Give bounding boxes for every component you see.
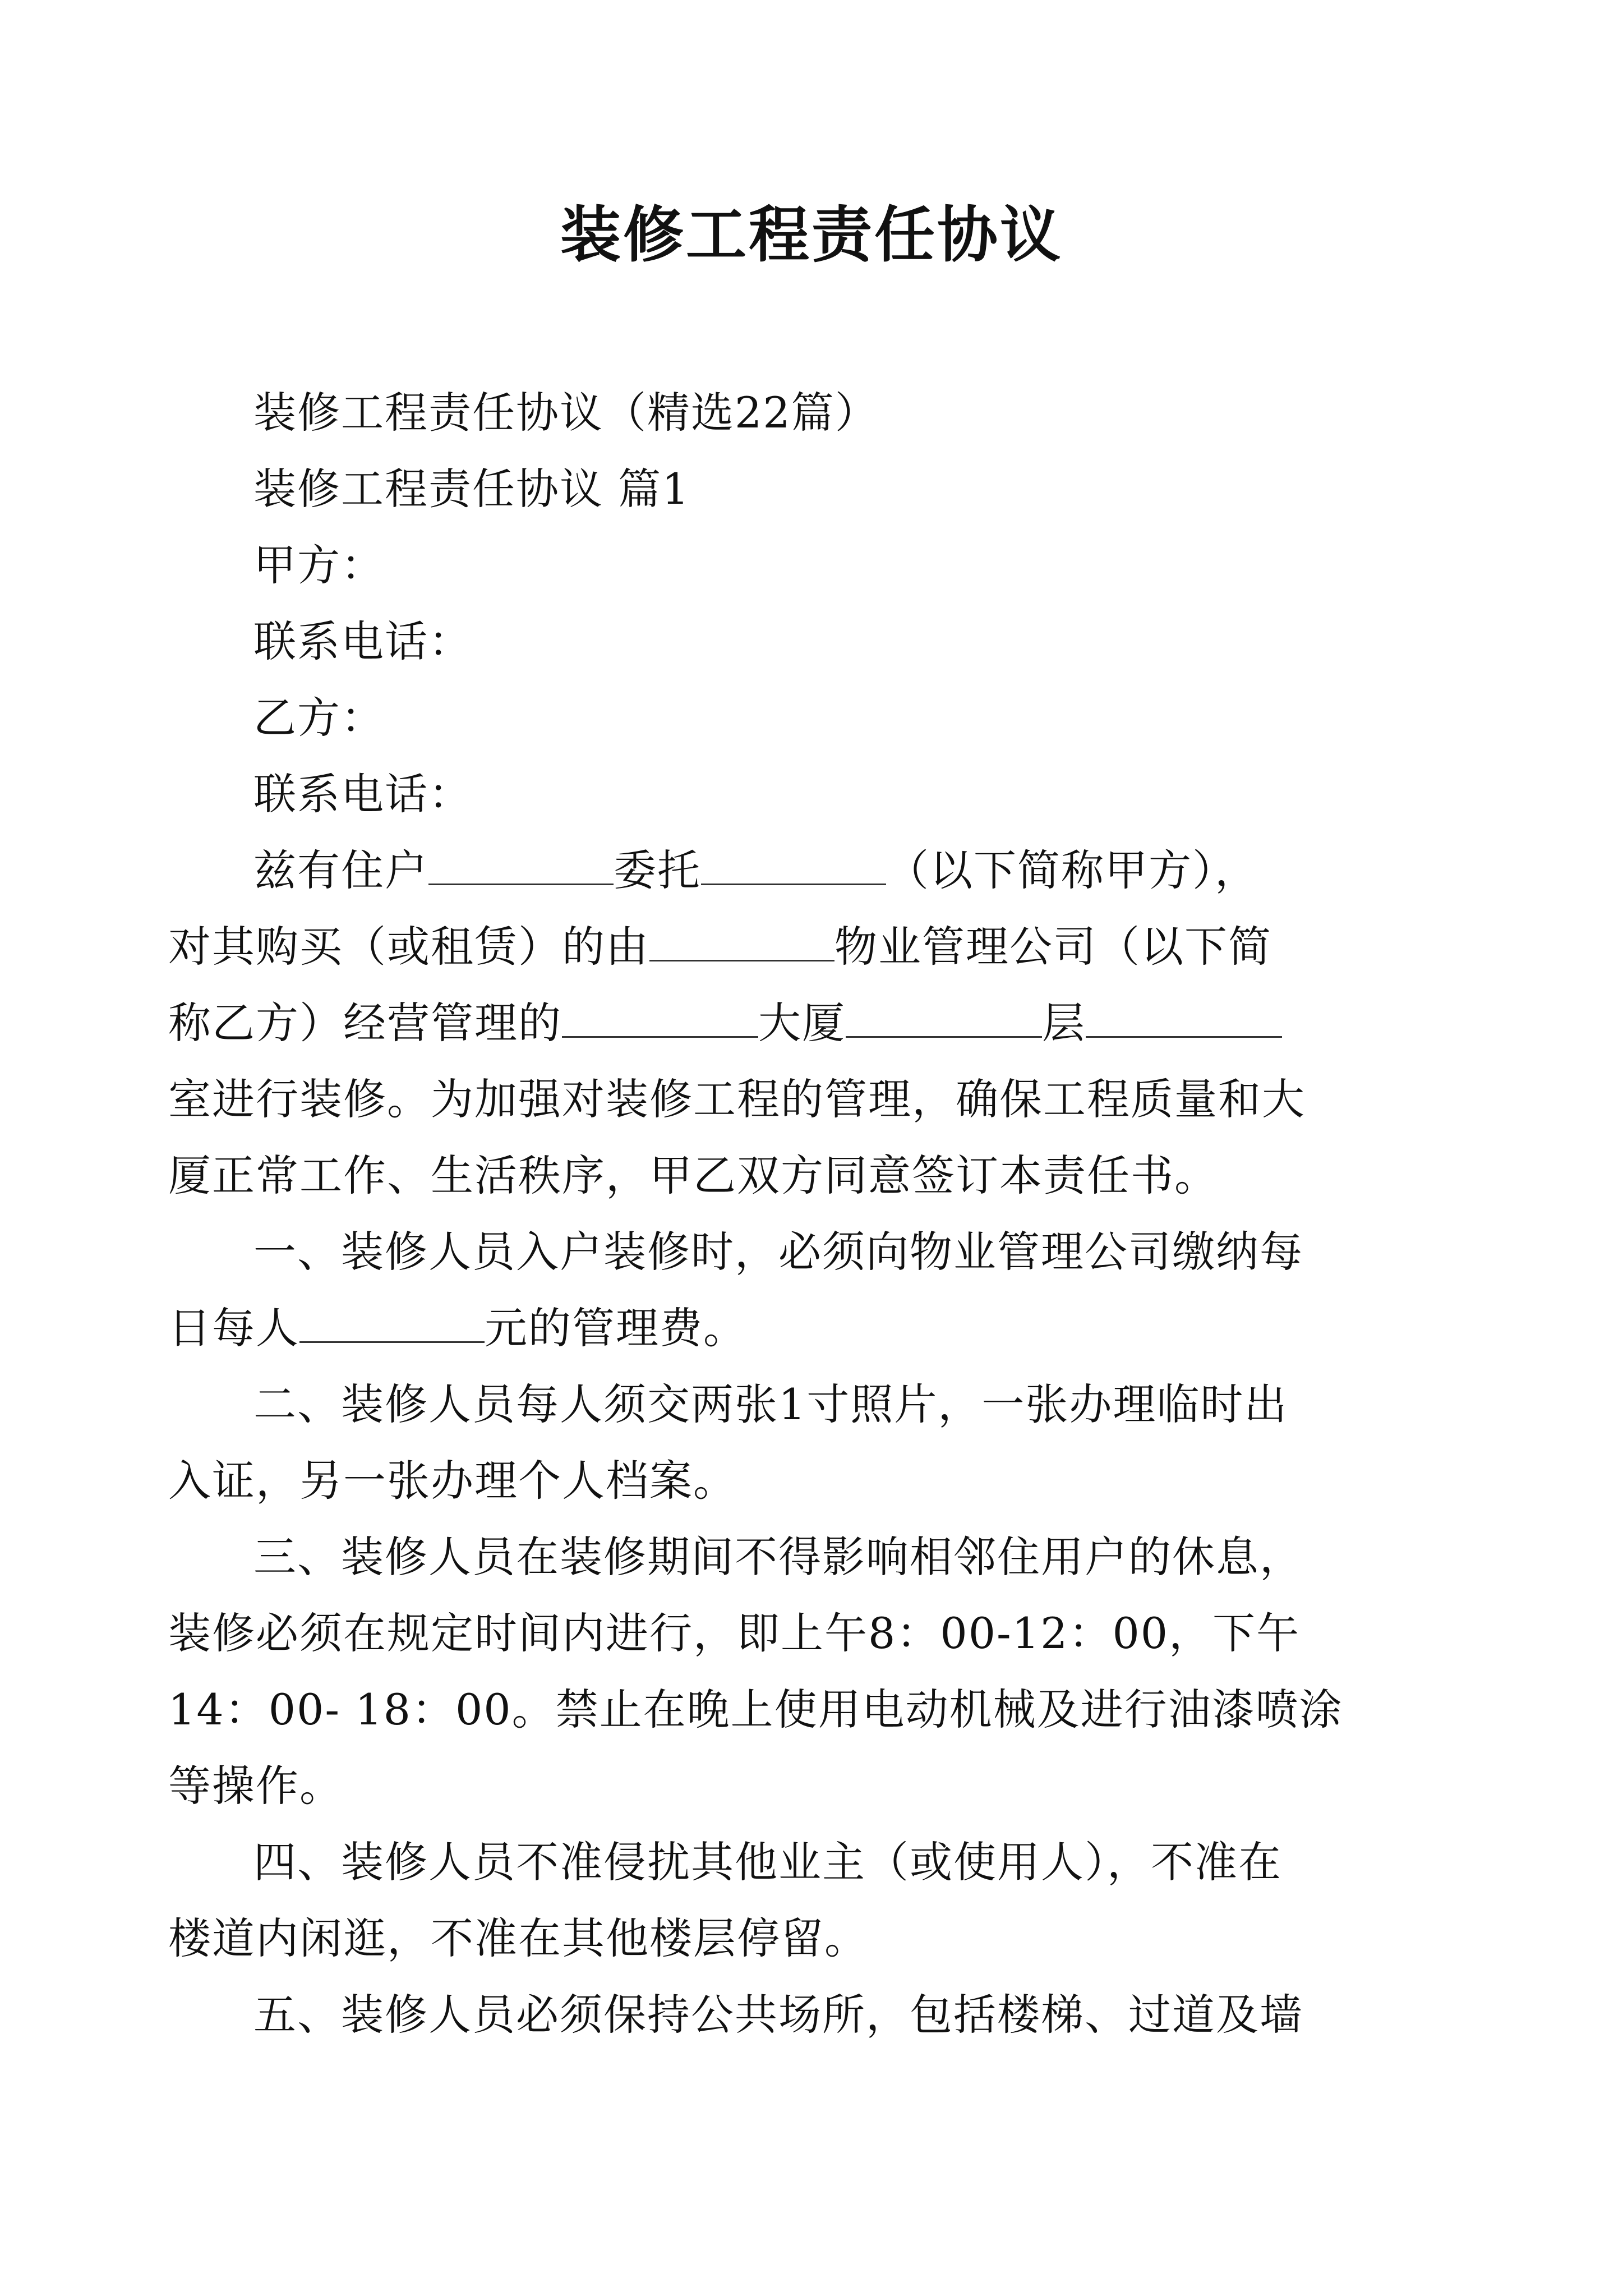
document-body: [168, 375, 1381, 2053]
paragraph-line: [168, 909, 1381, 985]
clause-5-line: 五、装修人员必须保持公共场所，包括楼梯、过道及墙: [253, 1990, 1303, 2040]
fill-in-blank: [1086, 1001, 1282, 1038]
text-fragment: 兹有住户: [253, 845, 428, 895]
paragraph-line: 厦正常工作、生活秩序，甲乙双方同意签订本责任书。: [168, 1151, 1218, 1200]
text-fragment: （以下简称甲方），: [886, 845, 1258, 895]
paragraph-line: 室进行装修。为加强对装修工程的管理，确保工程质量和大: [168, 1074, 1306, 1124]
text-fragment: 物业管理公司（以下简: [834, 922, 1272, 972]
paragraph-line: 装修必须在规定时间内进行，即上午8：00-12：00，下午: [168, 1608, 1301, 1658]
section-heading: 装修工程责任协议 篇1: [253, 464, 690, 514]
text-fragment: 日每人: [168, 1303, 299, 1353]
text-fragment: 对其购买（或租赁）的由: [168, 922, 649, 972]
fill-in-blank: [562, 1001, 758, 1038]
paragraph-line: [168, 832, 1381, 909]
party-a-label: 甲方：: [253, 540, 385, 590]
text-fragment: 大厦: [758, 998, 846, 1048]
fill-in-blank: [846, 1001, 1042, 1038]
fill-in-blank: [428, 849, 614, 885]
subtitle-line: 装修工程责任协议（精选22篇）: [253, 388, 879, 438]
party-b-phone-label: 联系电话：: [253, 769, 472, 819]
text-fragment: 层: [1042, 998, 1086, 1048]
paragraph-line: 等操作。: [168, 1761, 343, 1811]
paragraph-line: 楼道内闲逛，不准在其他楼层停留。: [168, 1913, 868, 1963]
clause-4-line: 四、装修人员不准侵扰其他业主（或使用人），不准在: [253, 1837, 1282, 1887]
paragraph-line: [168, 1290, 1381, 1366]
paragraph-line: 入证，另一张办理个人档案。: [168, 1456, 737, 1506]
clause-1-line: 一、装修人员入户装修时，必须向物业管理公司缴纳每: [253, 1227, 1303, 1277]
fill-in-blank: [649, 925, 834, 961]
party-a-phone-label: 联系电话：: [253, 616, 472, 666]
text-fragment: 委托: [614, 845, 701, 895]
paragraph-line: [168, 985, 1381, 1061]
fill-in-blank: [299, 1306, 485, 1343]
party-b-label: 乙方：: [253, 693, 385, 743]
clause-3-line: 三、装修人员在装修期间不得影响相邻住用户的休息，: [253, 1532, 1303, 1582]
clause-2-line: 二、装修人员每人须交两张1寸照片，一张办理临时出: [253, 1379, 1288, 1429]
fill-in-blank: [701, 849, 886, 885]
text-fragment: 称乙方）经营管理的: [168, 998, 562, 1048]
paragraph-line: 14：00- 18：00。禁止在晚上使用电动机械及进行油漆喷涂: [168, 1685, 1343, 1734]
text-fragment: 元的管理费。: [485, 1303, 747, 1353]
document-title: 装修工程责任协议: [560, 200, 1063, 270]
